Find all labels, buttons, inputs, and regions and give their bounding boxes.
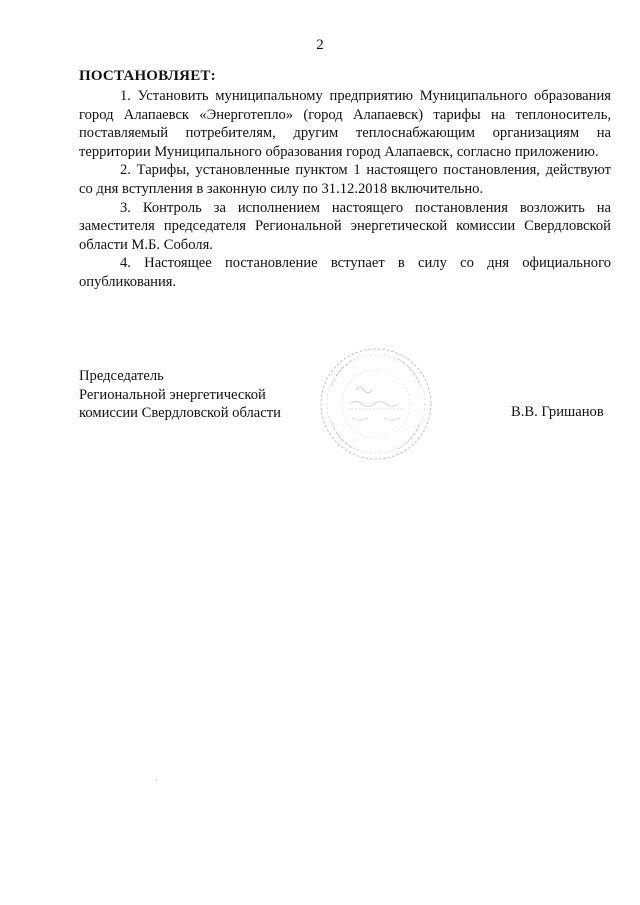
paragraph-3: 3. Контроль за исполнением настоящего постановления возложить на заместителя председателя Региональной энергетической комиссии Свердловской области М.Б. Соболя. [79, 199, 611, 253]
paragraph-1: 1. Установить муниципальному предприятию Муниципального образования город Алапаевск «Энерготепло» (город Алапаевск) тарифы на теплоноситель, поставляемый потребителям, другим теплоснабжающим организациям на территории Муниципального образования город Алапаевск, согласно приложению. [79, 88, 611, 160]
paragraph-4: 4. Настоящее постановление вступает в силу со дня официального опубликования. [79, 255, 611, 290]
signatory-title-line: комиссии Свердловской области [79, 405, 281, 422]
signatory-title [79, 367, 281, 423]
signatory-name: В.В. Гришанов [511, 404, 604, 420]
official-seal-icon [318, 346, 434, 462]
resolution-heading: ПОСТАНОВЛЯЕТ: [79, 68, 216, 84]
paragraph-2: 2. Тарифы, установленные пунктом 1 настоящего постановления, действуют со дня вступления в законную силу по 31.12.2018 включительно. [79, 162, 611, 197]
resolution-body [79, 87, 611, 292]
scan-mark [156, 779, 157, 781]
signatory-title-line: Председатель [79, 368, 164, 384]
page-number: 2 [316, 37, 324, 53]
signatory-title-line: Региональной энергетической [79, 386, 266, 403]
